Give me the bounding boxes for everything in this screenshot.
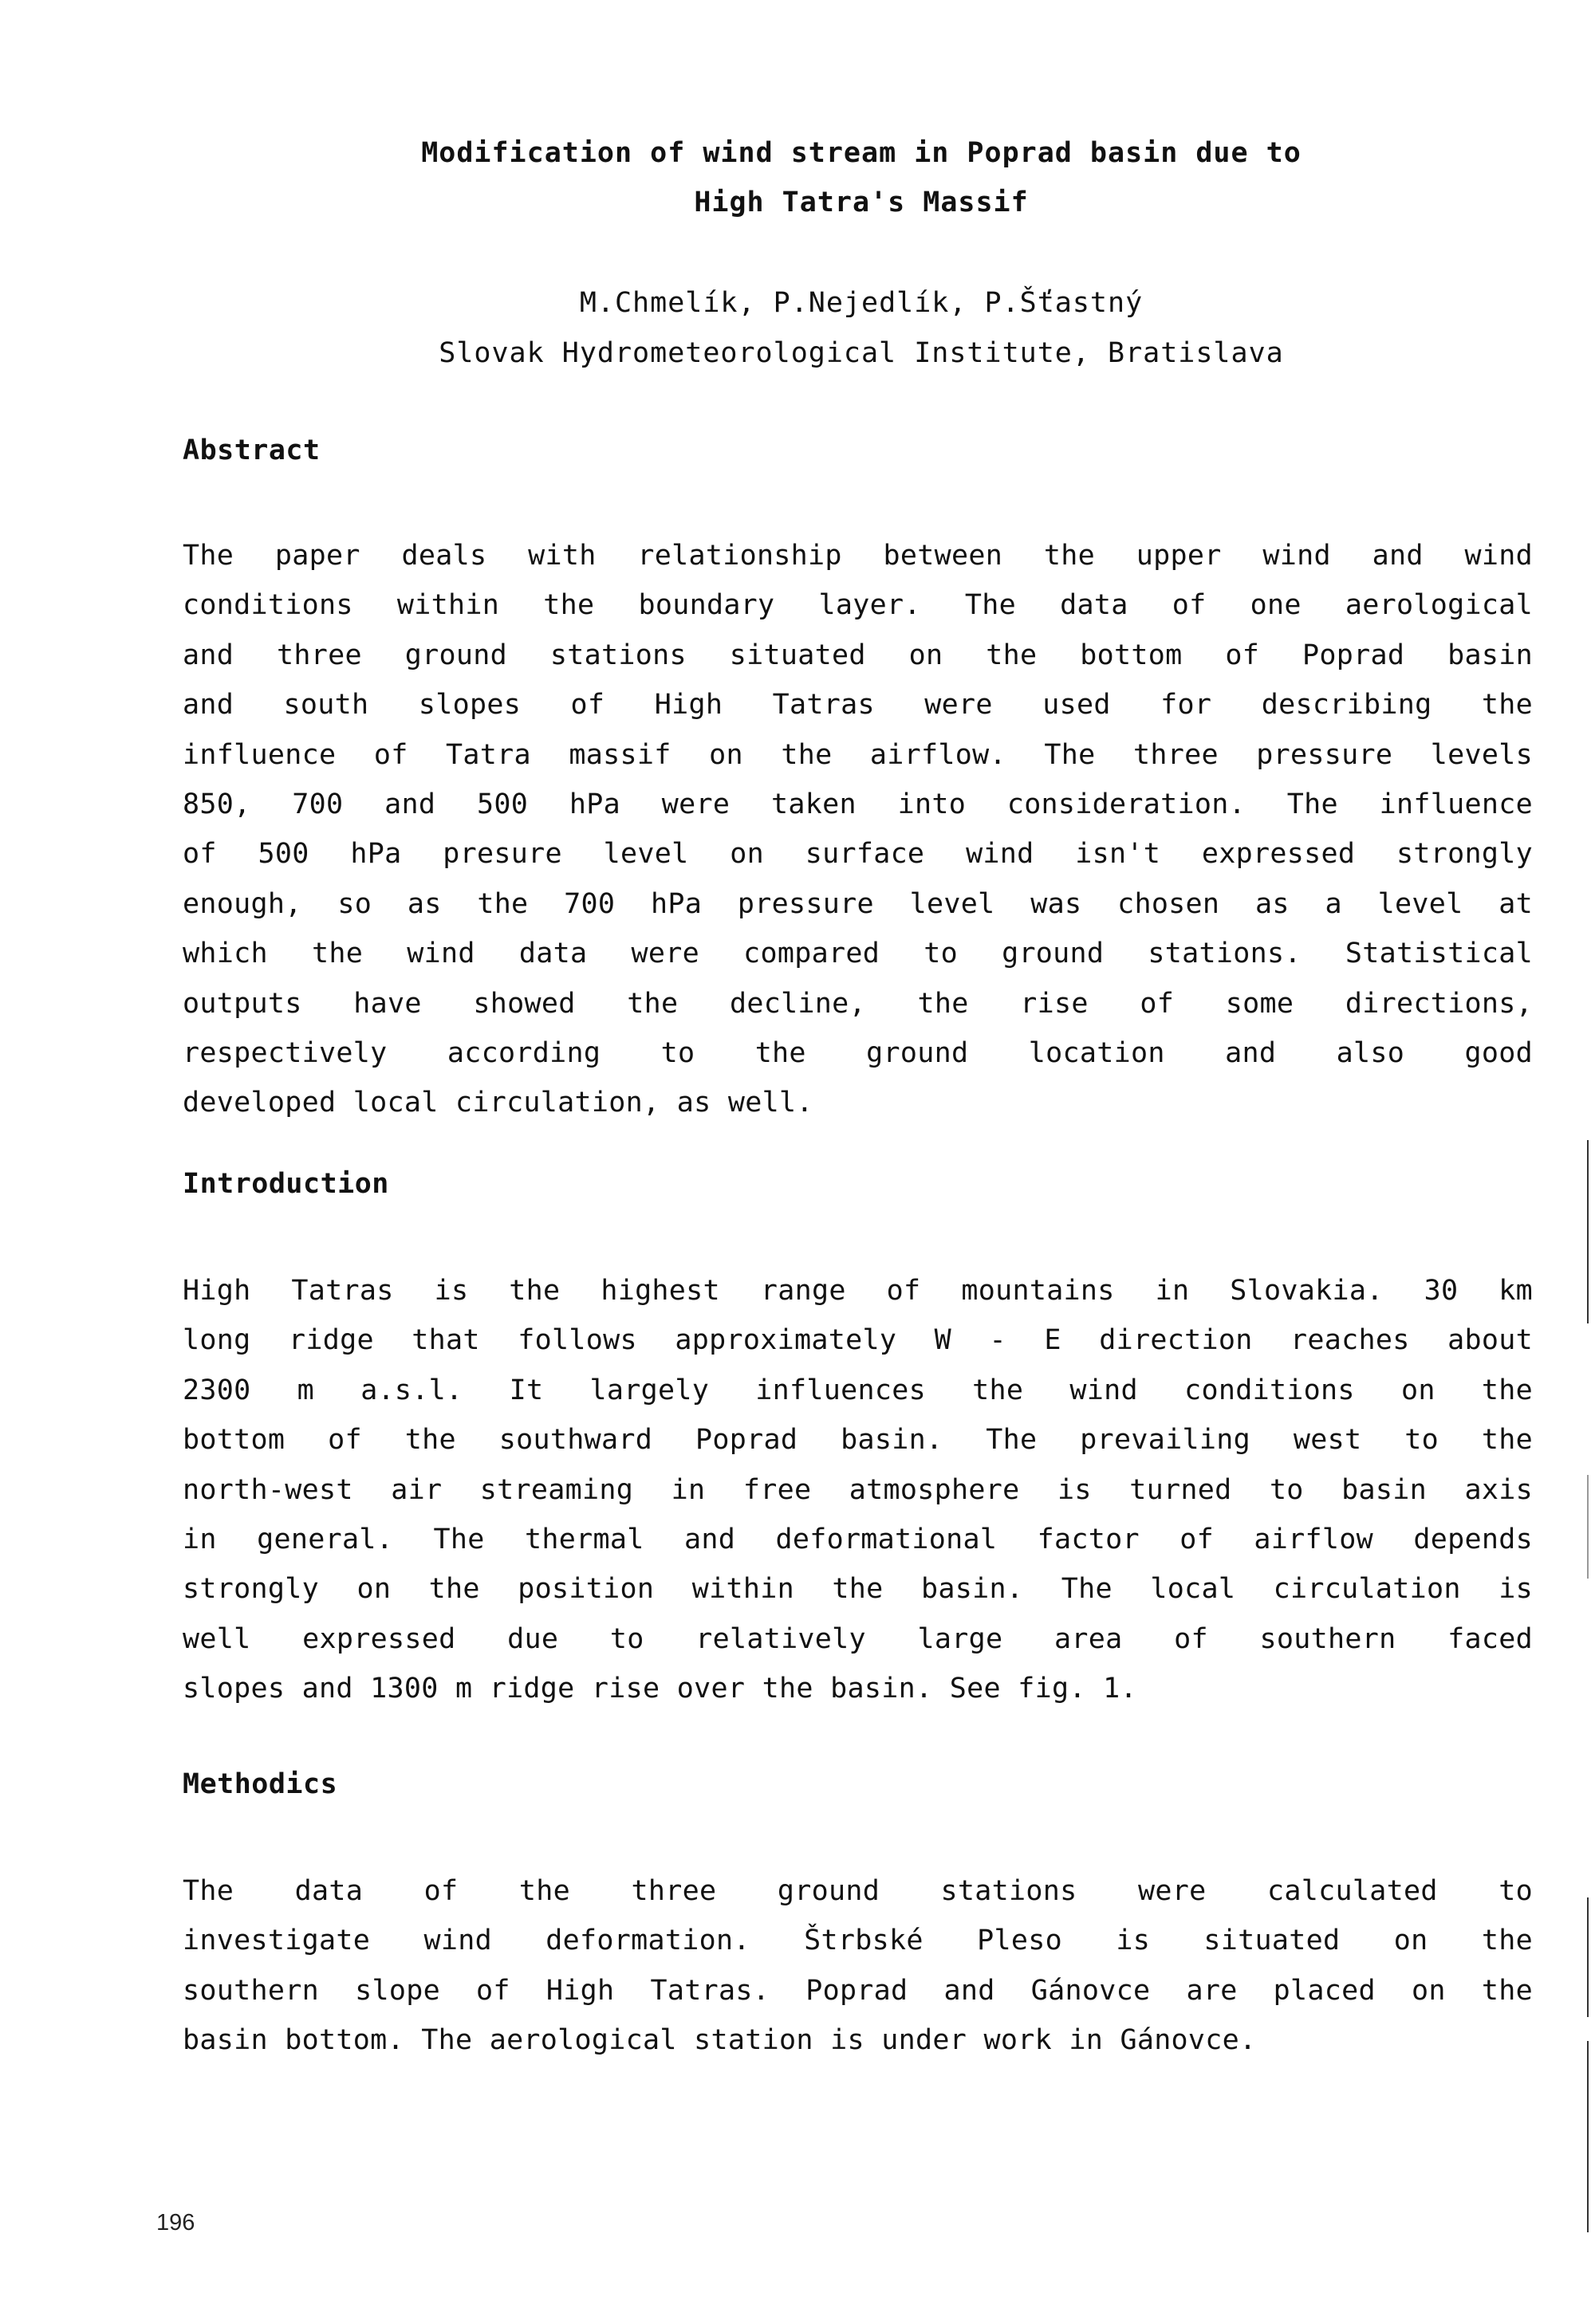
introduction-line: strongly on the position within the basin. The local circulation is (183, 1573, 1533, 1606)
introduction-heading: Introduction (183, 1168, 389, 1200)
abstract-line: enough, so as the 700 hPa pressure level was chosen as a level at (183, 887, 1533, 920)
scan-margin-mark (1587, 1897, 1589, 2017)
methodics-body (183, 1866, 1533, 2066)
introduction-line: slopes and 1300 m ridge rise over the basin. See fig. 1. (183, 1673, 1137, 1705)
paper-title-line-1: Modification of wind stream in Poprad basin due to (421, 137, 1302, 169)
methodics-line: investigate wind deformation. Štrbské Pleso is situated on the (183, 1925, 1533, 1957)
introduction-line: long ridge that follows approximately W - E direction reaches about (183, 1324, 1533, 1357)
methodics-line: The data of the three ground stations were calculated to (183, 1875, 1533, 1907)
author-affiliation: Slovak Hydrometeorological Institute, Bratislava (439, 337, 1284, 369)
abstract-line: and south slopes of High Tatras were used for describing the (183, 689, 1533, 722)
author-names: M.Chmelík, P.Nejedlík, P.Šťastný (579, 287, 1144, 319)
introduction-line: well expressed due to relatively large area of southern faced (183, 1622, 1533, 1655)
abstract-heading: Abstract (183, 435, 321, 466)
introduction-line: in general. The thermal and deformational factor of airflow depends (183, 1523, 1533, 1555)
scan-margin-mark (1587, 1140, 1589, 1323)
abstract-line: conditions within the boundary layer. The data of one aerological (183, 589, 1533, 622)
paper-title-line-2: High Tatra's Massif (694, 187, 1029, 218)
methodics-line: basin bottom. The aerological station is under work in Gánovce. (183, 2024, 1257, 2057)
methodics-line: southern slope of High Tatras. Poprad and Gánovce are placed on the (183, 1974, 1533, 2007)
introduction-line: bottom of the southward Poprad basin. The prevailing west to the (183, 1424, 1533, 1457)
introduction-line: 2300 m a.s.l. It largely influences the wind conditions on the (183, 1374, 1533, 1406)
abstract-line: and three ground stations situated on the bottom of Poprad basin (183, 639, 1533, 671)
introduction-line: High Tatras is the highest range of mountains in Slovakia. 30 km (183, 1275, 1533, 1307)
scan-margin-mark (1587, 2041, 1589, 2232)
abstract-line: 850, 700 and 500 hPa were taken into consideration. The influence (183, 788, 1533, 820)
abstract-line: developed local circulation, as well. (183, 1087, 813, 1119)
methodics-heading: Methodics (183, 1768, 338, 1800)
abstract-line: outputs have showed the decline, the rise of some directions, (183, 987, 1533, 1020)
abstract-line: The paper deals with relationship between the upper wind and wind (183, 540, 1533, 572)
introduction-line: north-west air streaming in free atmosphere is turned to basin axis (183, 1473, 1533, 1506)
page-number: 196 (156, 2210, 195, 2236)
abstract-line: of 500 hPa presure level on surface wind isn't expressed strongly (183, 838, 1533, 871)
abstract-line: which the wind data were compared to ground stations. Statistical (183, 938, 1533, 970)
abstract-line: respectively according to the ground location and also good (183, 1036, 1533, 1069)
scan-margin-mark (1587, 1475, 1589, 1579)
introduction-body (183, 1266, 1533, 1714)
abstract-line: influence of Tatra massif on the airflow. The three pressure levels (183, 738, 1533, 771)
abstract-body (183, 531, 1533, 1128)
